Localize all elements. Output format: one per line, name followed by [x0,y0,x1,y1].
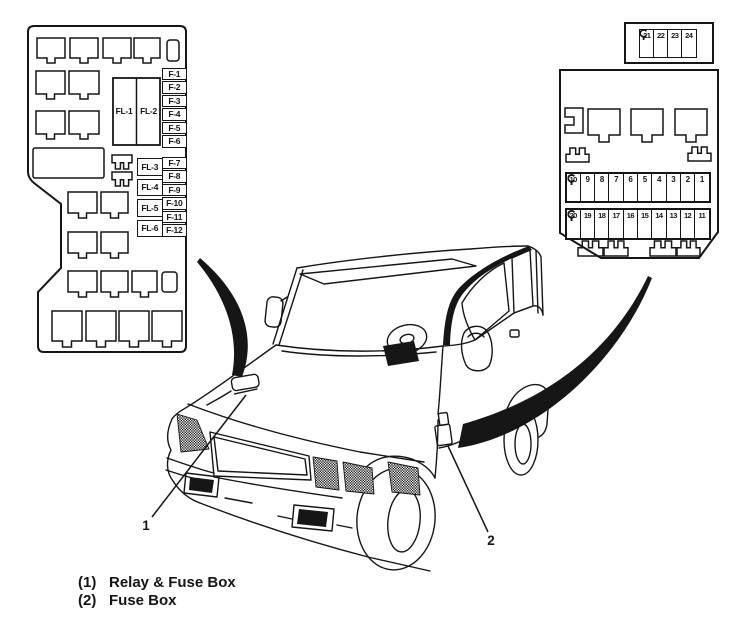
fuse-3 [666,174,680,202]
fuse-number: 11 [698,210,706,220]
fuse-label-f-4: F-4 [162,108,188,121]
fuse-4 [651,174,665,202]
relay-slot [152,311,182,347]
fuse-symbol-icon [567,210,576,222]
fuse-number: 16 [626,210,634,220]
fusible-link-fl-3: FL-3 [137,158,164,176]
fuse-number: 9 [585,174,590,184]
relay-slot [68,192,97,218]
legend-row-2 [78,592,236,610]
fuse-label-f-5: F-5 [162,122,188,135]
relay-slot [134,38,160,63]
fuse-number: 12 [683,210,692,220]
fuse-2 [680,174,694,202]
fuse-number: 8 [599,174,604,184]
legend-label-1: Relay & Fuse Box [109,574,236,591]
fuse-number: 7 [614,174,618,184]
door-handle [510,330,519,337]
connector-bracket [677,241,700,256]
legend-ref-2: (2) [78,591,97,609]
legend-ref-1: (1) [78,574,97,591]
arrow-swoosh-left [197,258,248,377]
fuse-number: 10 [569,174,577,184]
fuse-19 [580,210,594,238]
relay-slot [132,271,157,297]
relay-slot [68,232,97,258]
fuse-box-row-1 [565,172,711,204]
fuse-box-row-2 [565,208,711,240]
relay-slot [36,111,65,139]
relay-slot [36,71,65,99]
relay-slot [101,271,128,297]
fuse-24 [681,29,697,58]
fog-lamp-left-lens [189,477,214,493]
relay-slot [68,271,97,297]
connector-slot [167,40,179,61]
leader-line-2 [448,446,488,532]
fuse-number: 23 [671,31,679,40]
connector-bracket [650,241,676,256]
connector-bracket [604,241,628,256]
fog-lamp-right-lens [297,509,328,527]
fuse-number: 15 [641,210,649,220]
fuse-15 [637,210,651,238]
headlight-right [313,457,339,490]
relay-slot [37,38,65,63]
relay-slot [103,38,131,63]
connector-bracket [578,241,603,256]
fuse-number: 14 [655,210,663,220]
fuse-label-f-7: F-7 [162,157,188,170]
legend-label-2: Fuse Box [109,591,177,609]
fuse-number: 13 [669,210,677,220]
fuse-11 [694,210,708,238]
fuse-label-f-8: F-8 [162,170,188,183]
fuse-label-f-9: F-9 [162,184,188,197]
arrow-swoosh-right [458,276,652,448]
connector-bracket [565,108,583,133]
fuse-9 [580,174,594,202]
fuse-label-f-12: F-12 [162,224,188,237]
side-marker-lamp [388,462,420,495]
fuse-18 [594,210,608,238]
fuse-16 [623,210,637,238]
fuse-8 [594,174,608,202]
fuse-label-f-1: F-1 [162,68,188,81]
fuse-symbol-icon [567,174,576,186]
fuse-number: 5 [642,174,647,184]
relay-slot [86,311,116,347]
fuse-14 [651,210,665,238]
relay-block [33,148,104,178]
fuse-number: 1 [699,174,704,184]
fuse-7 [608,174,622,202]
relay-slot [675,109,707,142]
relay-slot [69,71,99,99]
connector-slot [162,272,177,292]
connector-bracket [688,147,711,161]
relay-slot [70,38,98,63]
relay-slot [69,111,99,139]
fuse-box-top-strip-cells [639,29,697,58]
fusible-link-fl-5: FL-5 [137,199,164,217]
fuse-number: 2 [685,174,690,184]
fuse-number: 18 [598,210,606,220]
fuse-5 [637,174,651,202]
fuse-17 [608,210,622,238]
legend [78,574,236,609]
fusible-link-fl-1: FL-1 [115,106,133,116]
relay-slot [119,311,149,347]
connector-bracket [566,148,589,162]
fusible-link-fl-4: FL-4 [137,179,164,197]
fuse-number: 19 [583,210,592,220]
fuse-label-f-10: F-10 [162,197,188,210]
legend-row-1 [78,574,236,592]
corner-lamp [343,462,374,494]
fuse-number: 20 [569,210,577,220]
fuse-13 [666,210,680,238]
callout-1: 1 [142,518,150,533]
fuse-symbol-icon [639,29,651,41]
connector-bracket [112,172,132,186]
relay-slot [588,109,620,142]
fuse-1 [694,174,708,202]
relay-slot [101,192,128,218]
fuse-number: 21 [643,31,651,40]
callout-2: 2 [487,533,495,548]
relay-slot [631,109,663,142]
fuse-number: 4 [657,174,661,184]
fuse-label-f-3: F-3 [162,95,188,108]
relay-slot [101,232,128,258]
fusible-link-fl-6: FL-6 [137,220,164,238]
fuse-number: 22 [657,31,665,40]
fusible-link-fl-2: FL-2 [140,106,157,116]
fuse-number: 3 [671,174,676,184]
relay-slot [52,311,82,347]
quarter-window [512,250,533,313]
fuse-12 [680,210,694,238]
headlight-left [177,414,209,452]
fuse-6 [623,174,637,202]
fuse-number: 24 [685,31,693,40]
connector-bracket [112,155,132,169]
fuse-label-f-2: F-2 [162,81,188,94]
fuse-label-f-6: F-6 [162,135,188,148]
fuse-number: 6 [628,174,633,184]
fuse-label-f-11: F-11 [162,211,188,224]
fuse-number: 17 [612,210,620,220]
